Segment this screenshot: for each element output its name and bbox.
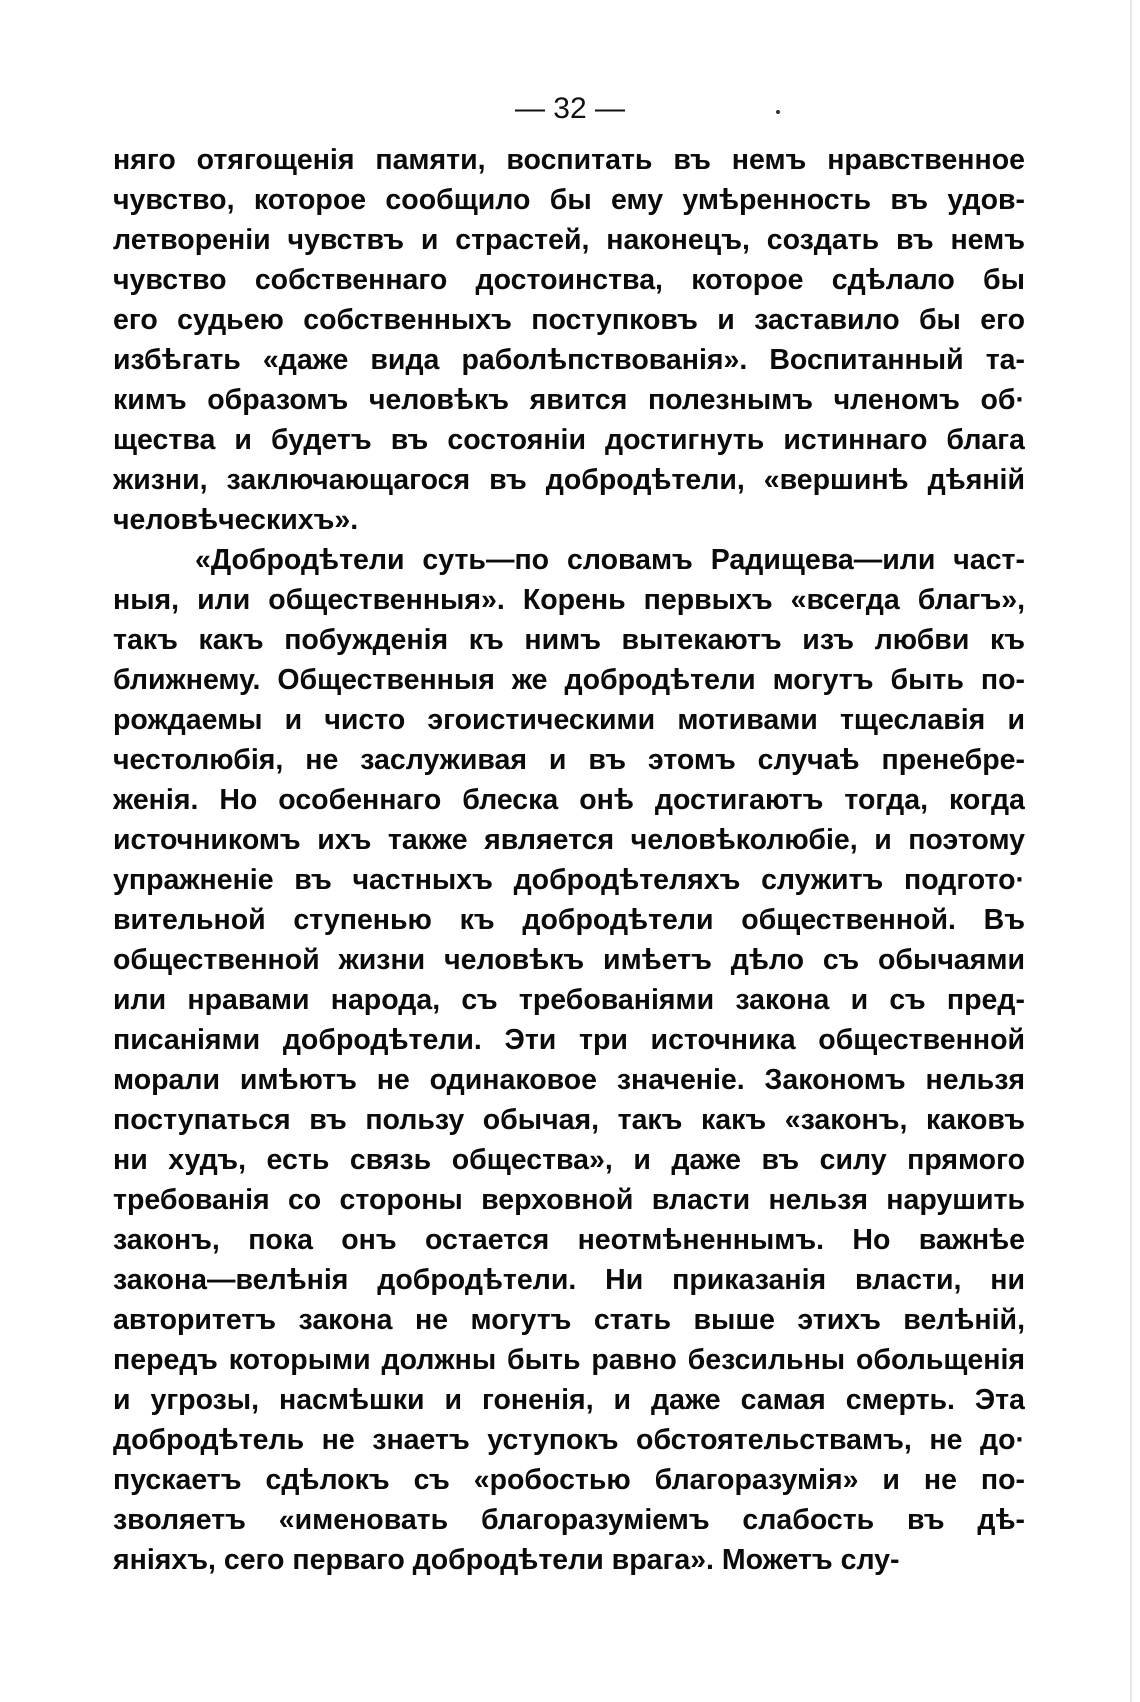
text-line: закона—велѣнія добродѣтели. Ни приказанія власти, ни [113,1264,1025,1296]
text-line: зволяетъ «именовать благоразуміемъ слабость въ дѣ- [113,1504,1025,1536]
paragraph [113,140,1025,540]
text-line: авторитетъ закона не могутъ стать выше этихъ велѣній, [113,1304,1025,1336]
text-line: источникомъ ихъ также является человѣколюбіе, и поэтому [113,824,1025,856]
text-line: такъ какъ побужденія къ нимъ вытекаютъ изъ любви къ [113,624,1025,656]
print-speck [776,110,780,114]
text-line: общественной жизни человѣкъ имѣетъ дѣло съ обычаями [113,944,1025,976]
text-line: пускаетъ сдѣлокъ съ «робостью благоразумія» и не по- [113,1464,1025,1496]
page-number: — 32 — [514,92,626,125]
text-line: рождаемы и чисто эгоистическими мотивами тщеславія и [113,704,1025,736]
text-line: его судьею собственныхъ поступковъ и заставило бы его [113,304,1025,336]
text-line: чувство, которое сообщило бы ему умѣренность въ удов- [113,184,1025,216]
text-line: щества и будетъ въ состояніи достигнуть истиннаго блага [113,424,1025,456]
text-line: требованія со стороны верховной власти нельзя нарушить [113,1184,1025,1216]
body-text [113,140,1025,1580]
text-line: избѣгать «даже вида раболѣпствованія». Воспитанный та- [113,344,1025,376]
page-edge-shadow [1130,0,1132,1702]
text-line: или нравами народа, съ требованіями закона и съ пред- [113,984,1025,1016]
text-line: кимъ образомъ человѣкъ явится полезнымъ членомъ об· [113,384,1025,416]
paragraph [113,540,1025,1580]
text-line: писаніями добродѣтели. Эти три источника общественной [113,1024,1025,1056]
text-line: и угрозы, насмѣшки и гоненія, и даже самая смерть. Эта [113,1384,1025,1416]
text-line: законъ, пока онъ остается неотмѣненнымъ. Но важнѣе [113,1224,1025,1256]
text-line: «Добродѣтели суть—по словамъ Радищева—или част- [195,544,1025,576]
text-line: честолюбія, не заслуживая и въ этомъ случаѣ пренебре- [113,744,1025,776]
text-line: морали имѣютъ не одинаковое значеніе. Закономъ нельзя [113,1064,1025,1096]
text-line: упражненіе въ частныхъ добродѣтеляхъ служитъ подгото· [113,864,1025,896]
text-line: ныя, или общественныя». Корень первыхъ «всегда благъ», [113,584,1025,616]
text-line: летвореніи чувствъ и страстей, наконецъ, создать въ немъ [113,224,1025,256]
text-line: передъ которыми должны быть равно безсильны обольщенія [113,1344,1025,1376]
text-line: няго отягощенія памяти, воспитать въ немъ нравственное [113,144,1025,176]
text-line: вительной ступенью къ добродѣтели общественной. Въ [113,904,1025,936]
text-line: жизни, заключающагося въ добродѣтели, «вершинѣ дѣяній [113,464,1025,496]
text-line: человѣческихъ». [113,504,359,536]
text-line: поступаться въ пользу обычая, такъ какъ «законъ, каковъ [113,1104,1025,1136]
text-line: добродѣтель не знаетъ уступокъ обстоятельствамъ, не до· [113,1424,1025,1456]
text-line: ближнему. Общественныя же добродѣтели могутъ быть по- [113,664,1025,696]
text-line: ни худъ, есть связь общества», и даже въ силу прямого [113,1144,1025,1176]
text-line: яніяхъ, сего перваго добродѣтели врага». Можетъ слу- [113,1544,900,1576]
text-line: женія. Но особеннаго блеска онѣ достигаютъ тогда, когда [113,784,1025,816]
text-line: чувство собственнаго достоинства, которое сдѣлало бы [113,264,1025,296]
